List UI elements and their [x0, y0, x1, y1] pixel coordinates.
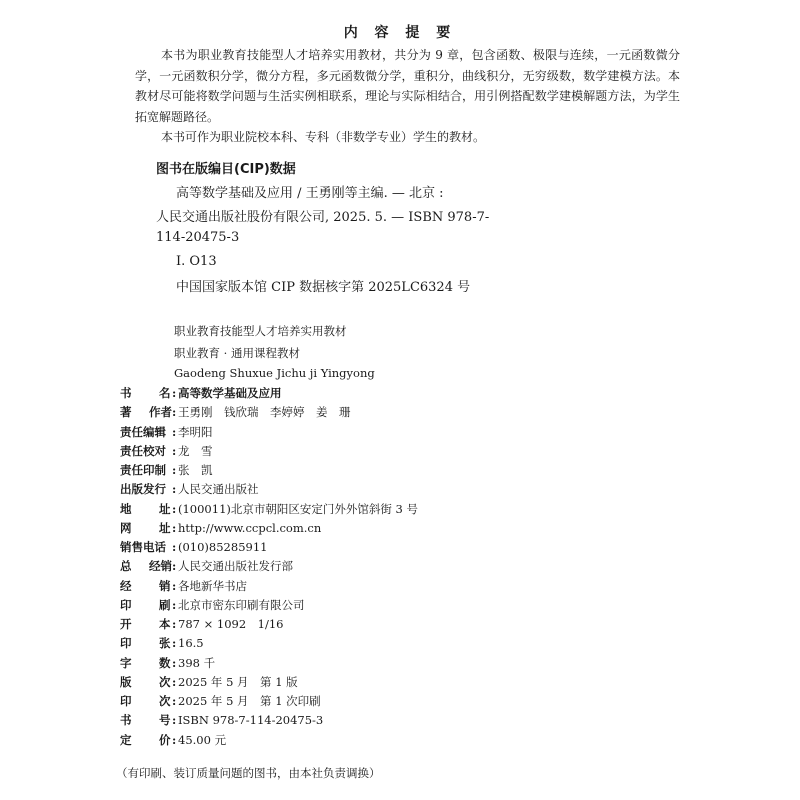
detail-value: http://www.ccpcl.com.cn [178, 520, 322, 535]
detail-colon: : [172, 694, 177, 708]
detail-colon: : [172, 405, 177, 420]
detail-value: (010)85285911 [178, 540, 268, 554]
detail-label [120, 519, 172, 537]
cip-heading: 图书在版编目(CIP)数据 [156, 162, 296, 177]
detail-value: 各地新华书店 [178, 578, 247, 593]
detail-row [120, 442, 213, 460]
detail-label [120, 500, 172, 518]
detail-row [120, 557, 293, 575]
detail-label-part: 价 [159, 732, 171, 747]
detail-label-part: 经 [120, 578, 132, 593]
detail-value: 398 千 [178, 655, 216, 670]
cip-line: 中国国家版本馆 CIP 数据核字第 2025LC6324 号 [176, 280, 471, 295]
detail-row [120, 461, 213, 479]
detail-label-part: 号 [159, 713, 171, 728]
detail-label-part: 张 [159, 636, 171, 651]
detail-value: 787 × 1092 1/16 [178, 617, 284, 631]
detail-label [120, 384, 172, 402]
series-name: 职业教育技能型人才培养实用教材 [174, 324, 347, 338]
detail-value: 2025 年 5 月 第 1 版 [178, 674, 298, 689]
detail-colon: : [172, 732, 177, 747]
detail-row [120, 577, 247, 595]
detail-label-part: 印 [120, 694, 132, 708]
detail-label [120, 403, 172, 421]
detail-label [120, 731, 172, 749]
detail-label-part: 址 [159, 501, 171, 516]
detail-colon: : [172, 597, 177, 612]
detail-colon: : [172, 540, 177, 554]
detail-colon: : [172, 424, 177, 439]
detail-label-part: 本 [159, 617, 171, 631]
detail-value: 李明阳 [178, 424, 213, 439]
detail-label-part: 销 [159, 578, 171, 593]
detail-label-part: 地 [120, 501, 132, 516]
summary-heading: 内 容 提 要 [343, 25, 457, 41]
detail-row [120, 654, 215, 672]
detail-colon: : [172, 559, 177, 574]
detail-label [120, 634, 172, 652]
detail-label: 责任印制 [120, 463, 166, 477]
detail-row [120, 692, 321, 710]
detail-label: 责任校对 [120, 443, 166, 458]
summary-text [135, 45, 680, 148]
detail-label-part: 次 [159, 694, 171, 708]
detail-label [120, 692, 172, 710]
detail-row [120, 538, 267, 556]
detail-label-part: 网 [120, 520, 132, 535]
detail-label: 出版发行 [120, 482, 166, 497]
detail-colon: : [172, 482, 177, 497]
detail-label-part: 址 [159, 520, 171, 535]
detail-label-part: 著 [120, 405, 132, 420]
detail-label-part: 名 [159, 386, 171, 400]
detail-label-part: 书 [120, 386, 132, 400]
detail-label [120, 615, 172, 633]
detail-row [120, 384, 282, 402]
detail-value: 北京市密东印刷有限公司 [178, 597, 305, 612]
cip-line: Ⅰ. O13 [176, 254, 217, 269]
detail-value: 龙 雪 [178, 443, 213, 458]
detail-row [120, 634, 204, 652]
detail-label: 销售电话 [120, 540, 166, 554]
detail-row [120, 423, 213, 441]
detail-label-part: 刷 [159, 597, 171, 612]
detail-value: 45.00 元 [178, 732, 227, 747]
detail-row [120, 596, 305, 614]
detail-value: ISBN 978-7-114-20475-3 [178, 713, 324, 728]
pinyin-title: Gaodeng Shuxue Jichu ji Yingyong [174, 366, 375, 380]
detail-value: 高等数学基础及应用 [178, 386, 282, 400]
detail-label-part: 版 [120, 674, 132, 689]
detail-colon: : [172, 655, 177, 670]
detail-row [120, 500, 418, 518]
detail-label: 责任编辑 [120, 424, 166, 439]
detail-value: 王勇刚 钱欣瑞 李婷婷 姜 珊 [178, 405, 351, 420]
detail-label-part: 印 [120, 597, 132, 612]
detail-label-part: 开 [120, 617, 132, 631]
detail-label-part: 印 [120, 636, 132, 651]
detail-colon: : [172, 713, 177, 728]
detail-colon: : [172, 501, 177, 516]
detail-row [120, 615, 284, 633]
detail-label [120, 654, 172, 672]
detail-label [120, 596, 172, 614]
detail-label-part: 数 [159, 655, 171, 670]
detail-value: 人民交通出版社 [178, 482, 259, 497]
cip-line: 114-20475-3 [156, 230, 240, 245]
detail-value: 2025 年 5 月 第 1 次印刷 [178, 694, 321, 708]
detail-colon: : [172, 386, 177, 400]
cip-line: 高等数学基础及应用 / 王勇刚等主编. — 北京 : [176, 186, 444, 201]
detail-row [120, 519, 321, 537]
series-name: 职业教育 · 通用课程教材 [174, 346, 300, 360]
detail-value: 张 凯 [178, 463, 213, 477]
detail-colon: : [172, 443, 177, 458]
cip-line: 人民交通出版社股份有限公司, 2025. 5. — ISBN 978-7- [156, 210, 490, 225]
detail-row [120, 480, 259, 498]
detail-colon: : [172, 520, 177, 535]
detail-row [120, 731, 226, 749]
detail-label-part: 次 [159, 674, 171, 689]
footer-note: （有印刷、装订质量问题的图书，由本社负责调换） [116, 766, 381, 780]
detail-colon: : [172, 617, 177, 631]
detail-label-part: 经销 [149, 559, 172, 574]
summary-paragraph: 本书可作为职业院校本科、专科（非数学专业）学生的教材。 [161, 130, 486, 144]
detail-label [120, 577, 172, 595]
detail-row [120, 711, 323, 729]
detail-value: 人民交通出版社发行部 [178, 559, 293, 574]
summary-paragraph: 本书为职业教育技能型人才培养实用教材，共分为 9 章，包含函数、极限与连续，一元函数微分学，一元函数积分学，微分方程，多元函数微分学，重积分，曲线积分，无穷级数，数学建模方法。本教材尽可能将数学问题与生活实例相联系，理论与实际相结合，用引例搭配数学建模解题方法，为学生拓宽解题路径。 [135, 48, 680, 124]
detail-colon: : [172, 578, 177, 593]
detail-label-part: 字 [120, 655, 132, 670]
detail-label-part: 总 [120, 559, 132, 574]
detail-value: (100011)北京市朝阳区安定门外外馆斜街 3 号 [178, 501, 418, 516]
detail-label [120, 711, 172, 729]
detail-row [120, 403, 351, 421]
detail-label [120, 557, 172, 575]
detail-value: 16.5 [178, 636, 204, 651]
detail-row [120, 673, 298, 691]
detail-label-part: 定 [120, 732, 132, 747]
detail-colon: : [172, 463, 177, 477]
detail-label-part: 书 [120, 713, 132, 728]
detail-label-part: 作者 [149, 405, 172, 420]
detail-colon: : [172, 674, 177, 689]
detail-label [120, 673, 172, 691]
detail-colon: : [172, 636, 177, 651]
